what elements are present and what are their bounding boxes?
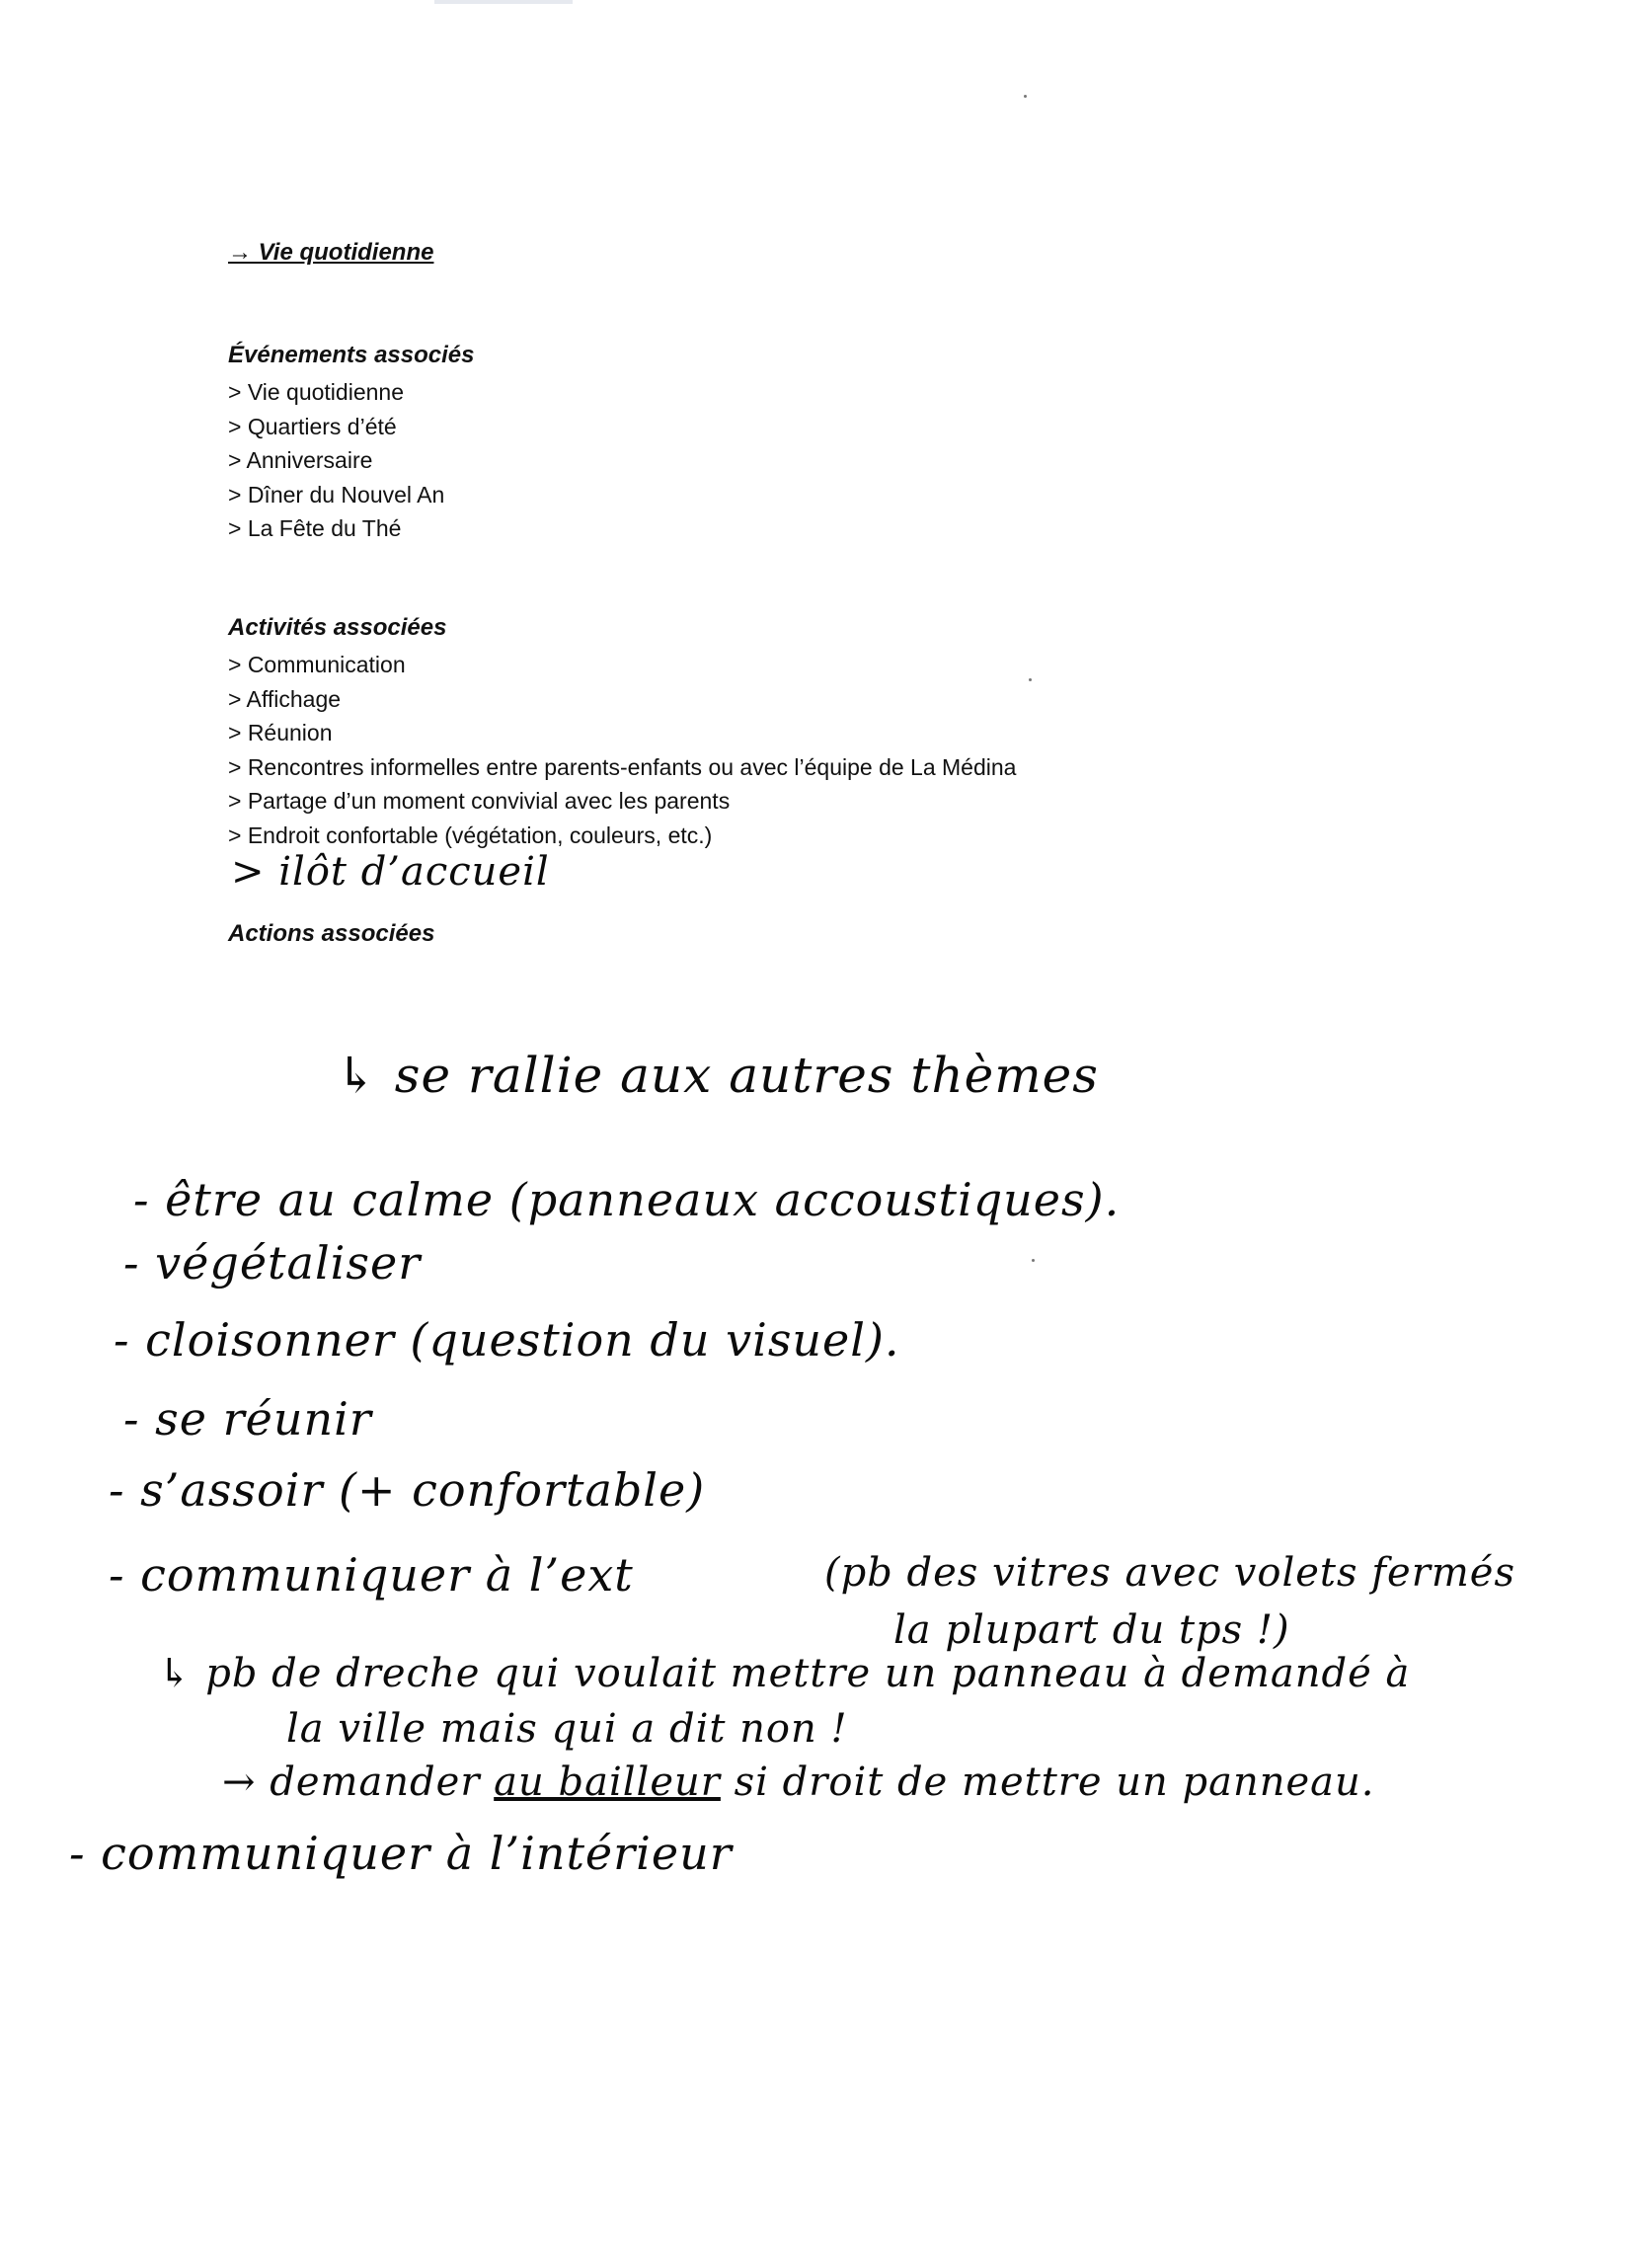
activities-heading: Activités associées [228,614,447,641]
list-item: > Quartiers d’été [228,413,397,439]
scan-dot [1024,95,1027,98]
handwritten-added-item: > ilôt d’accueil [231,849,550,895]
handwritten-line: la plupart du tps !) [893,1607,1290,1653]
handwritten-line: - communiquer à l’ext [109,1548,634,1602]
handwritten-line [222,1760,1375,1805]
handwritten-line: la ville mais qui a dit non ! [286,1706,848,1752]
events-section [228,342,1511,546]
handwritten-line: (pb des vitres avec volets fermés [824,1550,1515,1596]
events-heading: Événements associés [228,342,475,368]
list-item: > Affichage [228,685,342,712]
handwritten-text: → demander [222,1760,481,1805]
handwritten-underlined-text: au bailleur [494,1760,721,1805]
list-item: > Rencontres informelles entre parents-enfants ou avec l’équipe de La Médina [228,753,1017,780]
handwritten-line: - végétaliser [123,1236,422,1290]
scan-edge-mark [434,0,573,4]
list-item: > Vie quotidienne [228,379,404,405]
list-item: > Anniversaire [228,447,373,473]
handwritten-line: - s’assoir (+ confortable) [109,1463,706,1517]
list-item: > Dîner du Nouvel An [228,481,445,508]
activities-section [228,614,1511,852]
activities-list [228,648,1511,852]
handwritten-line: - cloisonner (question du visuel). [114,1313,900,1367]
link-heading-block [228,239,1511,267]
list-item: > La Fête du Thé [228,515,402,541]
handwritten-line: - être au calme (panneaux accoustiques). [133,1173,1121,1226]
actions-heading: Actions associées [228,920,435,947]
list-item: > Réunion [228,720,333,745]
list-item: > Partage d’un moment convivial avec les parents [228,788,731,814]
vie-quotidienne-link[interactable]: → Vie quotidienne [228,239,434,266]
scan-dot [1032,1259,1035,1262]
events-list [228,375,1511,546]
list-item: > Endroit confortable (végétation, couleurs, etc.) [228,821,713,848]
handwritten-text: si droit de mettre un panneau. [734,1760,1375,1805]
actions-section [228,920,1511,948]
handwritten-line: ↳ pb de dreche qui voulait mettre un panneau à demandé à [158,1651,1411,1696]
handwritten-line: - se réunir [123,1392,372,1446]
handwritten-line: - communiquer à l’intérieur [69,1827,733,1880]
handwritten-line: ↳ se rallie aux autres thèmes [336,1047,1099,1104]
list-item: > Communication [228,652,406,677]
